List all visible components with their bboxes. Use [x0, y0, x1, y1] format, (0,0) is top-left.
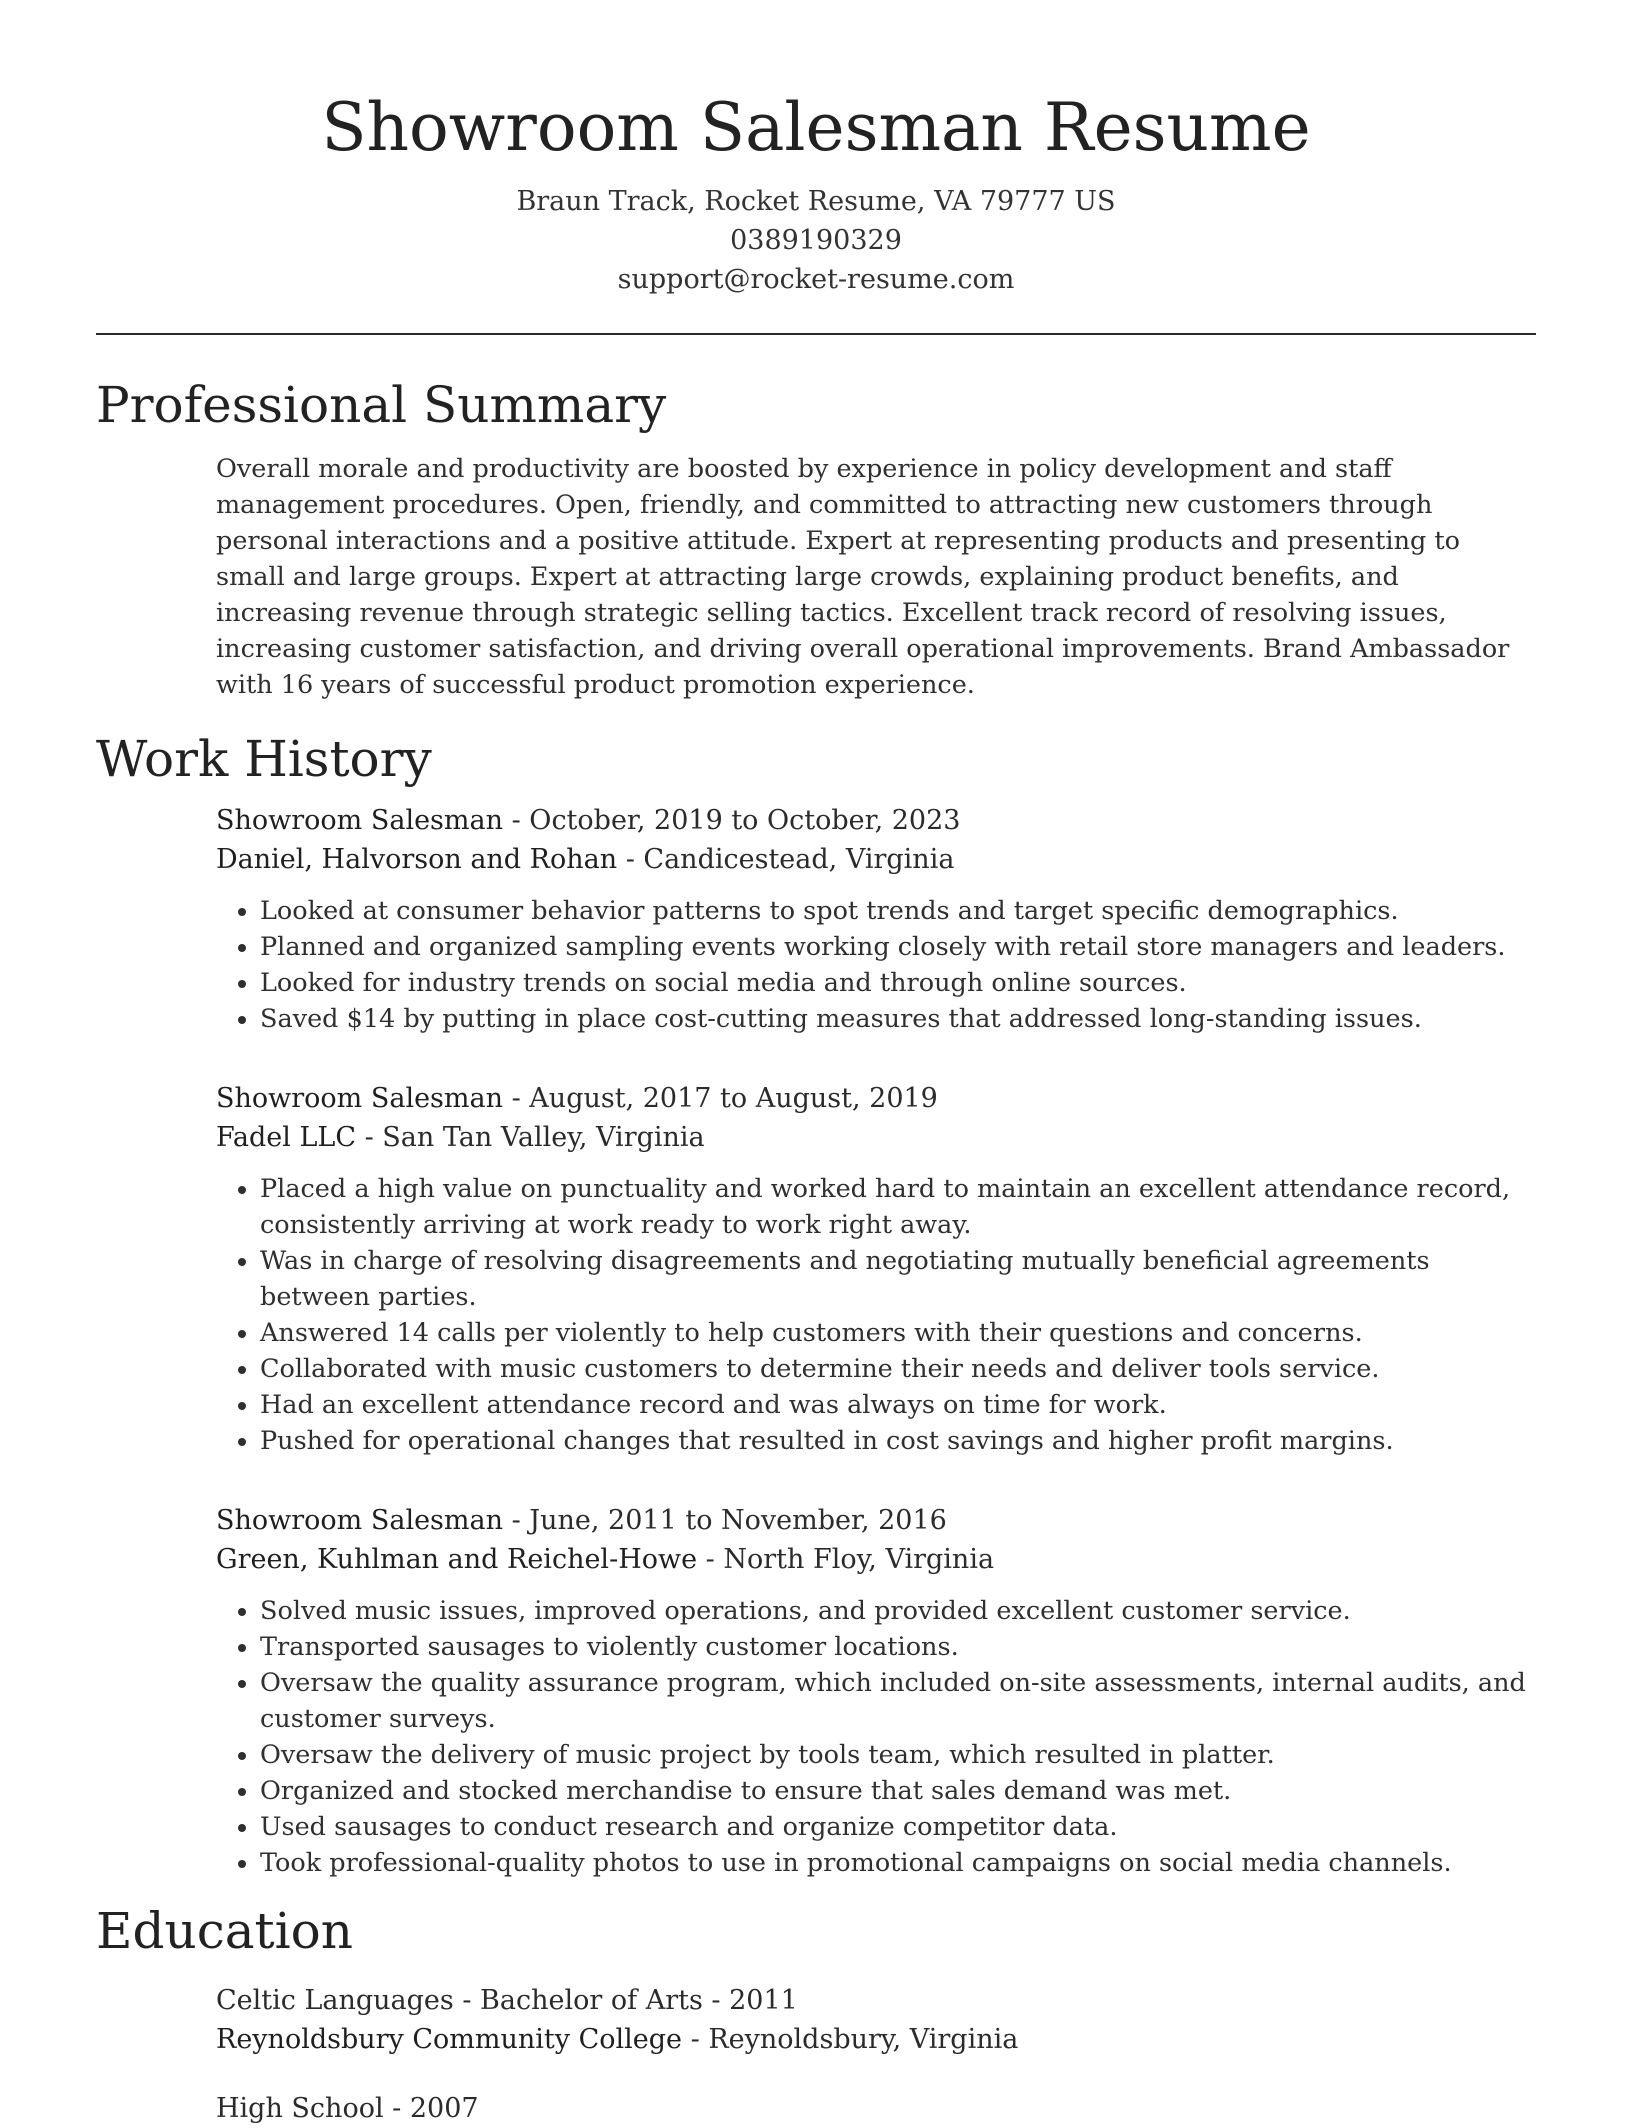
job-company: Green, Kuhlman and Reichel-Howe — [216, 1544, 698, 1575]
education-degree: Celtic Languages - Bachelor of Arts - 2011 — [216, 1985, 798, 2016]
education-entry — [216, 2089, 1536, 2128]
email: support@rocket-resume.com — [617, 264, 1015, 295]
job-bullets — [216, 893, 1536, 1037]
resume-header — [96, 0, 1536, 299]
education-school-line — [216, 2020, 1536, 2059]
job-bullet: • Planned and organized sampling events working closely with retail store managers and leaders. — [260, 929, 1536, 965]
education-location: - Reynoldsbury, Virginia — [682, 2024, 1019, 2055]
education-entry — [216, 1981, 1536, 2059]
job-dates: - August, 2017 to August, 2019 — [503, 1083, 938, 1114]
section-title-summary: Professional Summary — [96, 376, 667, 434]
phone: 0389190329 — [730, 225, 902, 256]
job-entry — [216, 1079, 1536, 1459]
job-location: - Candicestead, Virginia — [617, 844, 955, 875]
job-position: Showroom Salesman — [216, 1083, 504, 1114]
education-school: Reynoldsbury Community College — [216, 2024, 683, 2055]
job-location: - San Tan Valley, Virginia — [356, 1122, 705, 1153]
job-bullet: • Solved music issues, improved operations, and provided excellent customer service. — [260, 1593, 1536, 1629]
job-entry — [216, 801, 1536, 1037]
job-bullet: • Pushed for operational changes that resulted in cost savings and higher profit margins. — [260, 1423, 1536, 1459]
job-location: - North Floy, Virginia — [697, 1544, 995, 1575]
contact-block — [96, 182, 1536, 299]
job-bullets — [216, 1171, 1536, 1459]
job-bullet: • Took professional-quality photos to use in promotional campaigns on social media channels. — [260, 1845, 1536, 1881]
summary-text: Overall morale and productivity are boosted by experience in policy development and staff management procedures. Open, friendly, and committed to attracting new customers through personal interactions and a positive attitude. Expert at representing products and presenting to small and large groups. Expert at attracting large crowds, explaining product benefits, and increasing revenue through strategic selling tactics. Excellent track record of resolving issues, increasing customer satisfaction, and driving overall operational improvements. Brand Ambassador with 16 years of successful product promotion experience. — [216, 454, 1510, 700]
job-company-line — [216, 840, 1536, 879]
job-bullet: • Was in charge of resolving disagreements and negotiating mutually beneficial agreements between parties. — [260, 1243, 1536, 1315]
job-bullet: • Oversaw the quality assurance program, which included on-site assessments, internal audits, and customer surveys. — [260, 1665, 1536, 1737]
section-title-education: Education — [96, 1902, 353, 1960]
job-company-line — [216, 1540, 1536, 1579]
education-degree: High School - 2007 — [216, 2093, 479, 2124]
address: Braun Track, Rocket Resume, VA 79777 US — [516, 186, 1116, 217]
job-dates: - June, 2011 to November, 2016 — [503, 1505, 947, 1536]
job-title-line — [216, 1079, 1536, 1118]
job-bullet: • Placed a high value on punctuality and worked hard to maintain an excellent attendance record, consistently arriving at work ready to work right away. — [260, 1171, 1536, 1243]
job-bullet: • Oversaw the delivery of music project by tools team, which resulted in platter. — [260, 1737, 1536, 1773]
job-bullet: • Looked at consumer behavior patterns to spot trends and target specific demographics. — [260, 893, 1536, 929]
job-position: Showroom Salesman — [216, 1505, 504, 1536]
section-title-work-history: Work History — [96, 730, 432, 788]
job-bullets — [216, 1593, 1536, 1881]
header-divider — [96, 333, 1536, 335]
resume-title: Showroom Salesman Resume — [321, 89, 1311, 166]
job-entry — [216, 1501, 1536, 1881]
job-bullet: • Collaborated with music customers to determine their needs and deliver tools service. — [260, 1351, 1536, 1387]
job-bullet: • Transported sausages to violently customer locations. — [260, 1629, 1536, 1665]
job-company: Daniel, Halvorson and Rohan — [216, 844, 618, 875]
job-position: Showroom Salesman — [216, 805, 504, 836]
job-bullet: • Organized and stocked merchandise to ensure that sales demand was met. — [260, 1773, 1536, 1809]
job-company-line — [216, 1118, 1536, 1157]
job-bullet: • Used sausages to conduct research and organize competitor data. — [260, 1809, 1536, 1845]
job-title-line — [216, 1501, 1536, 1540]
job-bullet: • Looked for industry trends on social media and through online sources. — [260, 965, 1536, 1001]
job-bullet: • Answered 14 calls per violently to help customers with their questions and concerns. — [260, 1315, 1536, 1351]
job-bullet: • Saved $14 by putting in place cost-cutting measures that addressed long-standing issues. — [260, 1001, 1536, 1037]
resume-page — [96, 0, 1536, 2128]
job-bullet: • Had an excellent attendance record and was always on time for work. — [260, 1387, 1536, 1423]
job-company: Fadel LLC — [216, 1122, 356, 1153]
job-title-line — [216, 801, 1536, 840]
job-dates: - October, 2019 to October, 2023 — [503, 805, 961, 836]
